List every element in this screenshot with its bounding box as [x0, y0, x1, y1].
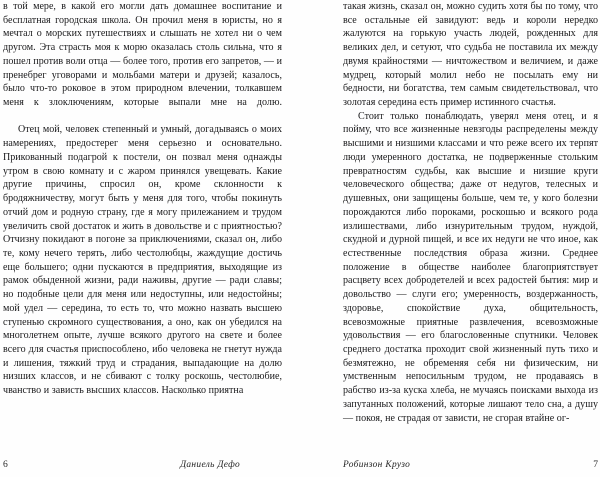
running-head-title: Робинзон Крузо	[343, 459, 411, 470]
left-page-textblock	[3, 0, 282, 398]
left-page	[0, 0, 300, 452]
right-page-textblock	[343, 0, 598, 425]
left-page-footer	[0, 452, 300, 477]
paragraph: Стоит только понаблюдать, уверял меня отец, и я пойму, что все жизненные невзгоды распределены между высшими и низшими классами и что реже всего их терпят люди умеренного достатка, не подверженные стольким превратностям судьбы, как высшие и низшие круги человеческого общества; даже от недугов, телесных и душевных, они защищены больше, чем те, у кого болезни порождаются либо пороками, роскошью и всякого рода излишествами, либо изнурительным трудом, нуждой, скудной и дурной пищей, и все их недуги не что иное, как естественные последствия образа жизни. Среднее положение в обществе наиболее благоприятствует расцвету всех добродетелей и всех радостей бытия: мир и довольство — слуги его; умеренность, воздержанность, здоровье, спокойствие духа, общительность, всевозможные приятные развлечения, всевозможные удовольствия — его благословенные спутники. Человек среднего достатка проходит свой жизненный путь тихо и безмятежно, не обременяя себя ни физическим, ни умственным непосильным трудом, не продаваясь в рабство из-за куска хлеба, не мучаясь поисками выхода из запутанных положений, которые лишают тело сна, а душу — покоя, не страдая от зависти, не сгорая втайне ог-	[343, 110, 598, 424]
page-number-left: 6	[3, 459, 8, 470]
right-page-footer	[300, 452, 600, 477]
page-number-right: 7	[593, 459, 598, 470]
paragraph-continuation: такая жизнь, сказал он, можно судить хотя бы по тому, что все остальные ей завидуют: ведь и короли нередко жалуются на горькую участь людей, рожденных для великих дел, и сетуют, что судьба не поставила их между двумя крайностями — ничтожеством и величием, и даже мудрец, который молил небо не посылать ему ни бедности, ни богатства, тем самым свидетельствовал, что золотая середина есть пример истинного счастья.	[343, 1, 598, 109]
paragraph-continuation: в той мере, в какой его могли дать домашнее воспитание и бесплатная городская школа. Он прочил меня в юристы, но я мечтал о морских путешествиях и слышать не хотел ни о чем другом. Эта страсть моя к морю оказалась столь сильна, что я пошел против воли отца — более того, против его запретов, — и пренебрег уговорами и мольбами матери и друзей; казалось, было что-то роковое в этом природном влечении, толкавшем меня к злоключениям, которые выпали мне на долю.	[3, 1, 282, 109]
running-head-author: Даниель Дефо	[180, 459, 240, 470]
right-page	[300, 0, 600, 452]
page-footer	[0, 452, 600, 477]
paragraph: Отец мой, человек степенный и умный, догадываясь о моих намерениях, предостерег меня серьезно и основательно. Прикованный подагрой к постели, он позвал меня однажды утром в свою комнату и с жаром принялся увещевать. Какие другие причины, спросил он, кроме склонности к бродяжничеству, могут быть у меня для того, чтобы покинуть отчий дом и родную страну, где я могу прилежанием и трудом увеличить свой достаток и жить в довольстве и с приятностью? Отчизну покидают в погоне за приключениями, сказал он, либо те, кому нечего терять, либо честолюбцы, жаждущие достичь еще большего; одни пускаются в предприятия, выходящие из рамок обыденной жизни, ради наживы, другие — ради славы; но подобные цели для меня или недоступны, или недостойны; мой удел — середина, то есть то, что можно назвать высшею ступенью скромного существования, а оно, как он убедился на многолетнем опыте, лучше всякого другого на свете и более всего для счастья приспособлено, ибо человека не гнетут нужда и лишения, тяжкий труд и страдания, выпадающие на долю низших классов, и не сбивают с толку роскошь, честолюбие, чванство и зависть высших классов. Насколько приятна	[3, 124, 282, 397]
